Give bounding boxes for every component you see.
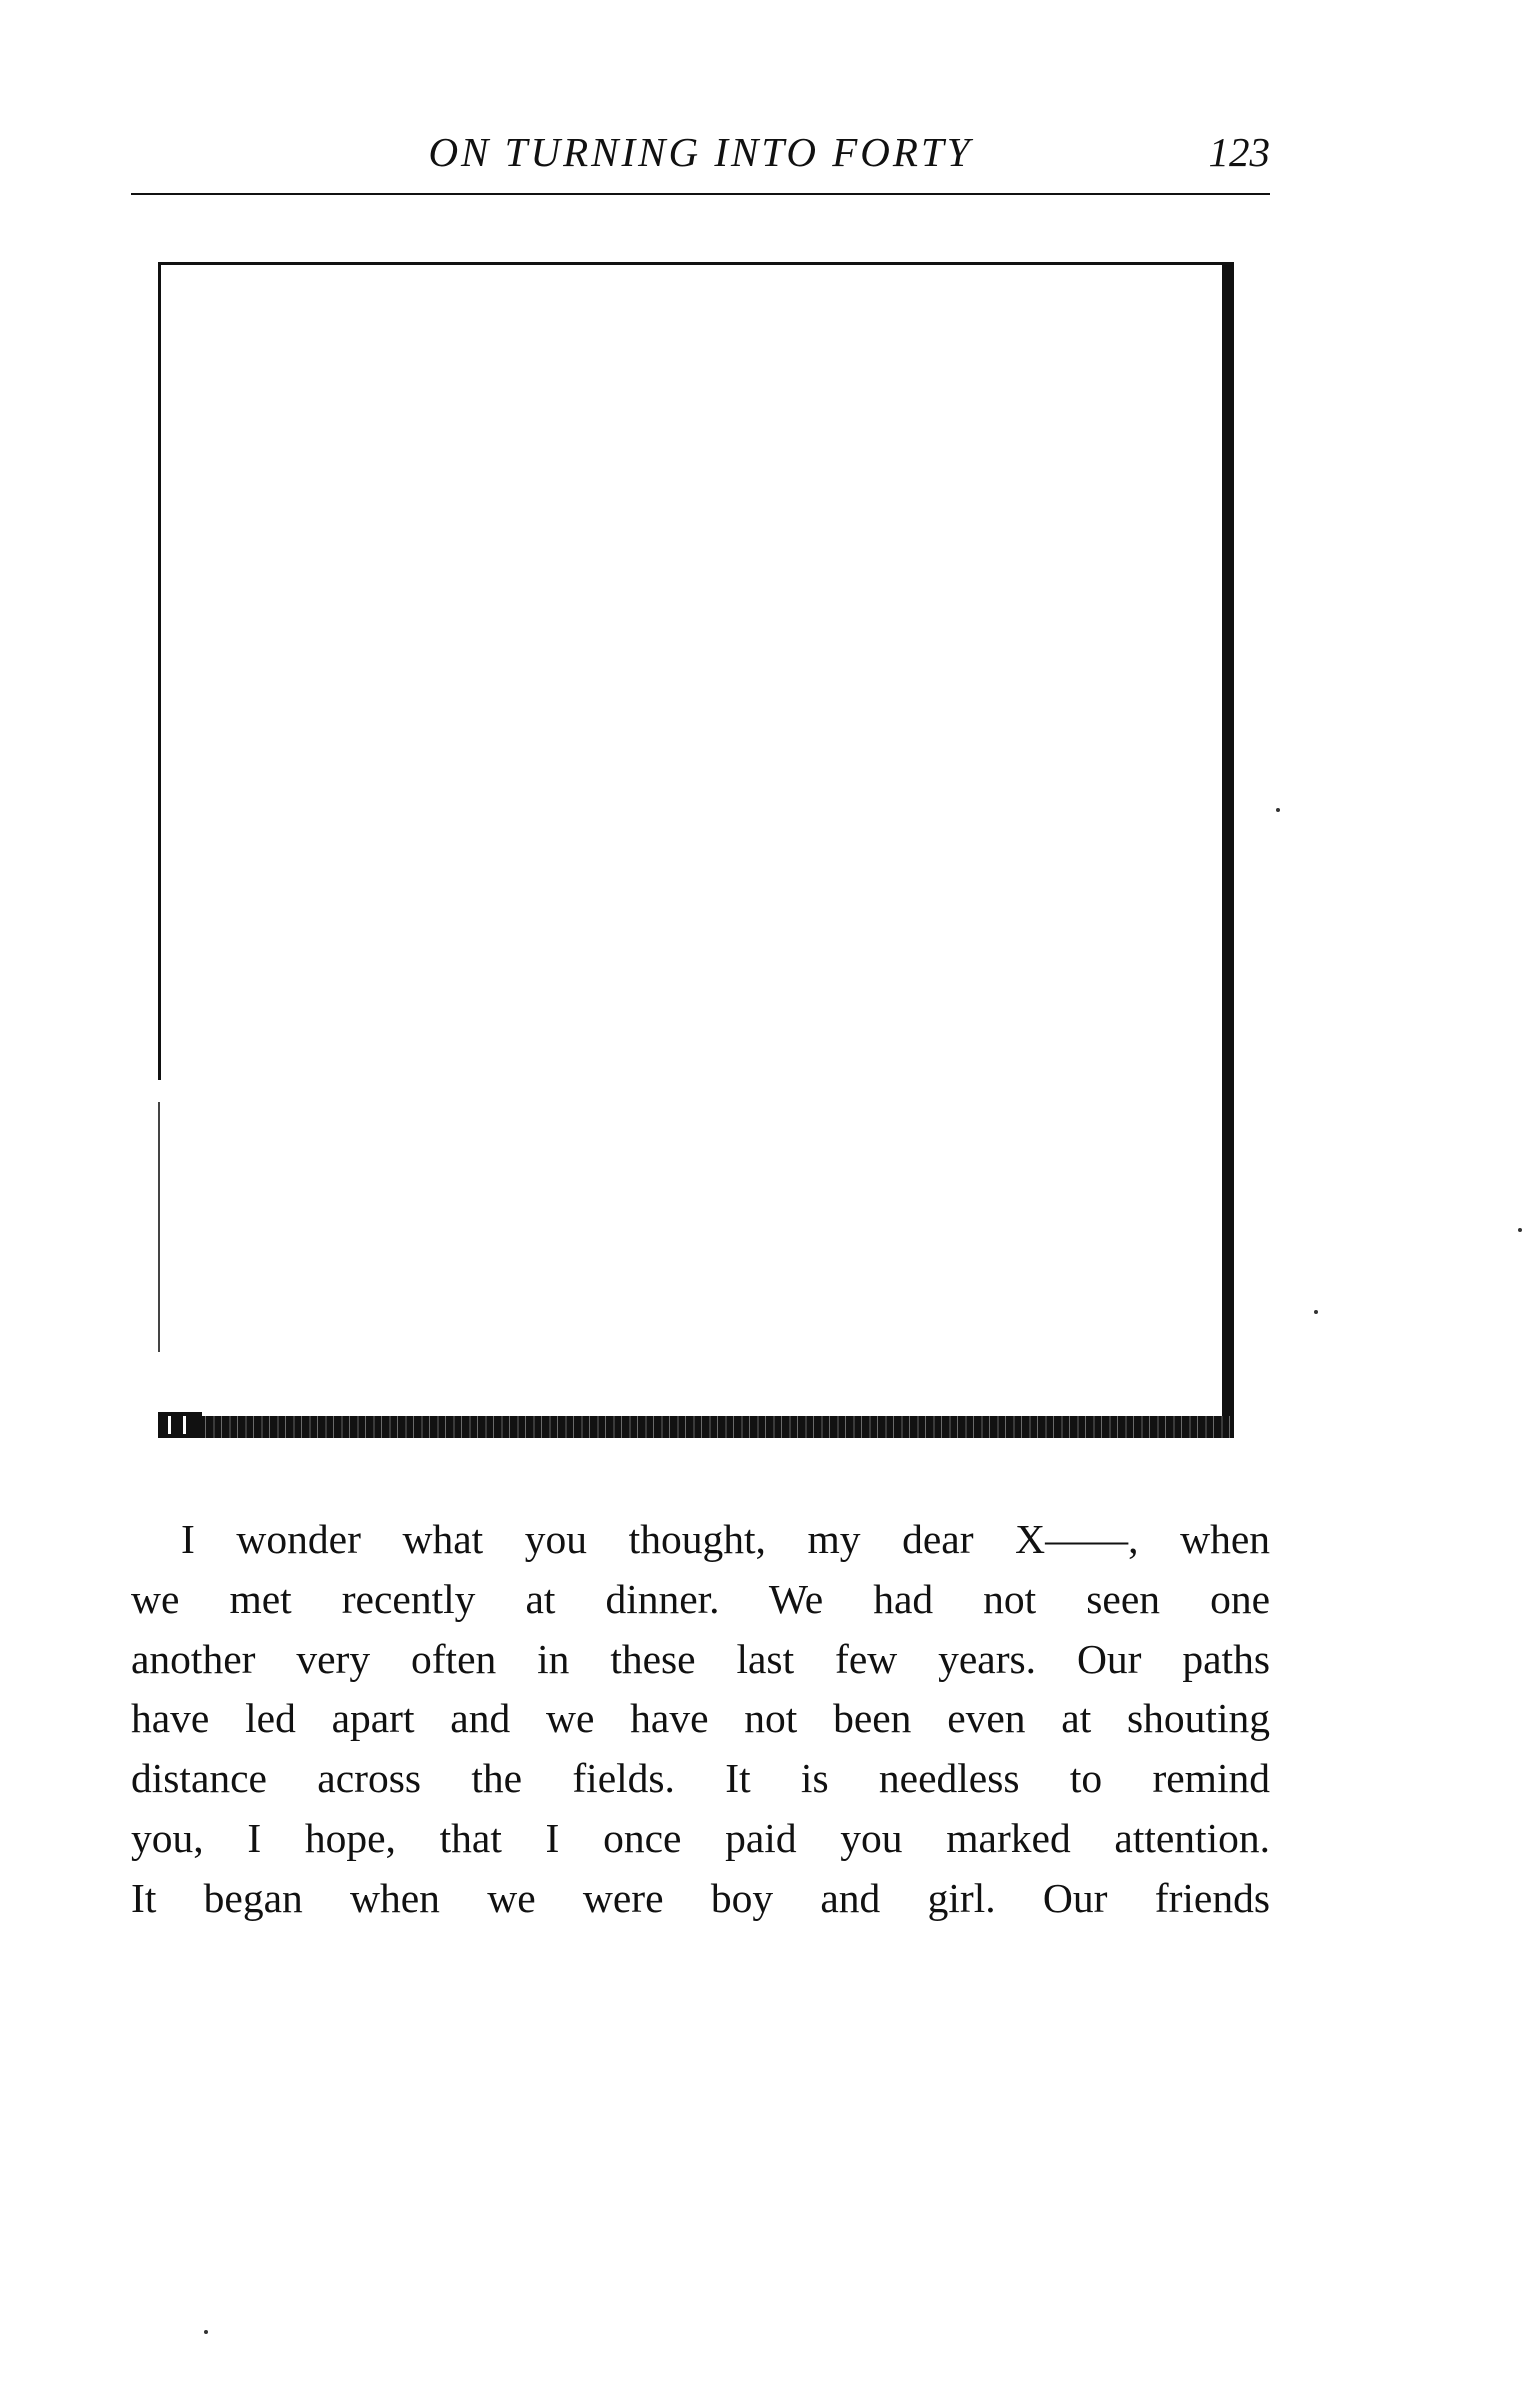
page-number: 123 xyxy=(1208,129,1270,175)
plate-frame-left-lower xyxy=(158,1102,160,1352)
text-line: I wonder what you thought, my dear X——, when xyxy=(181,1516,1270,1562)
running-head xyxy=(131,128,1270,188)
print-speck xyxy=(1518,1228,1522,1232)
text-line: you, I hope, that I once paid you marked attention. xyxy=(131,1814,1270,1861)
running-title: ON TURNING INTO FORTY xyxy=(428,129,973,175)
print-speck xyxy=(1276,808,1280,812)
plate-frame-bottom xyxy=(158,1416,1234,1438)
text-line: have led apart and we have not been even at shouting xyxy=(131,1695,1270,1742)
plate-corner-mark xyxy=(168,1416,186,1434)
plate-frame-left xyxy=(158,262,161,1080)
header-rule xyxy=(131,193,1270,195)
plate-frame-top xyxy=(158,262,1232,265)
body-paragraph xyxy=(131,1510,1270,1929)
print-speck xyxy=(1314,1310,1318,1314)
plate-frame-right xyxy=(1222,262,1234,1438)
text-line: another very often in these last few years. Our paths xyxy=(131,1635,1270,1682)
print-speck xyxy=(204,2330,208,2334)
text-line: It began when we were boy and girl. Our friends xyxy=(131,1874,1270,1921)
text-line: distance across the fields. It is needless to remind xyxy=(131,1755,1270,1802)
illustration-plate-frame xyxy=(158,262,1238,1438)
text-line: we met recently at dinner. We had not seen one xyxy=(131,1575,1270,1622)
